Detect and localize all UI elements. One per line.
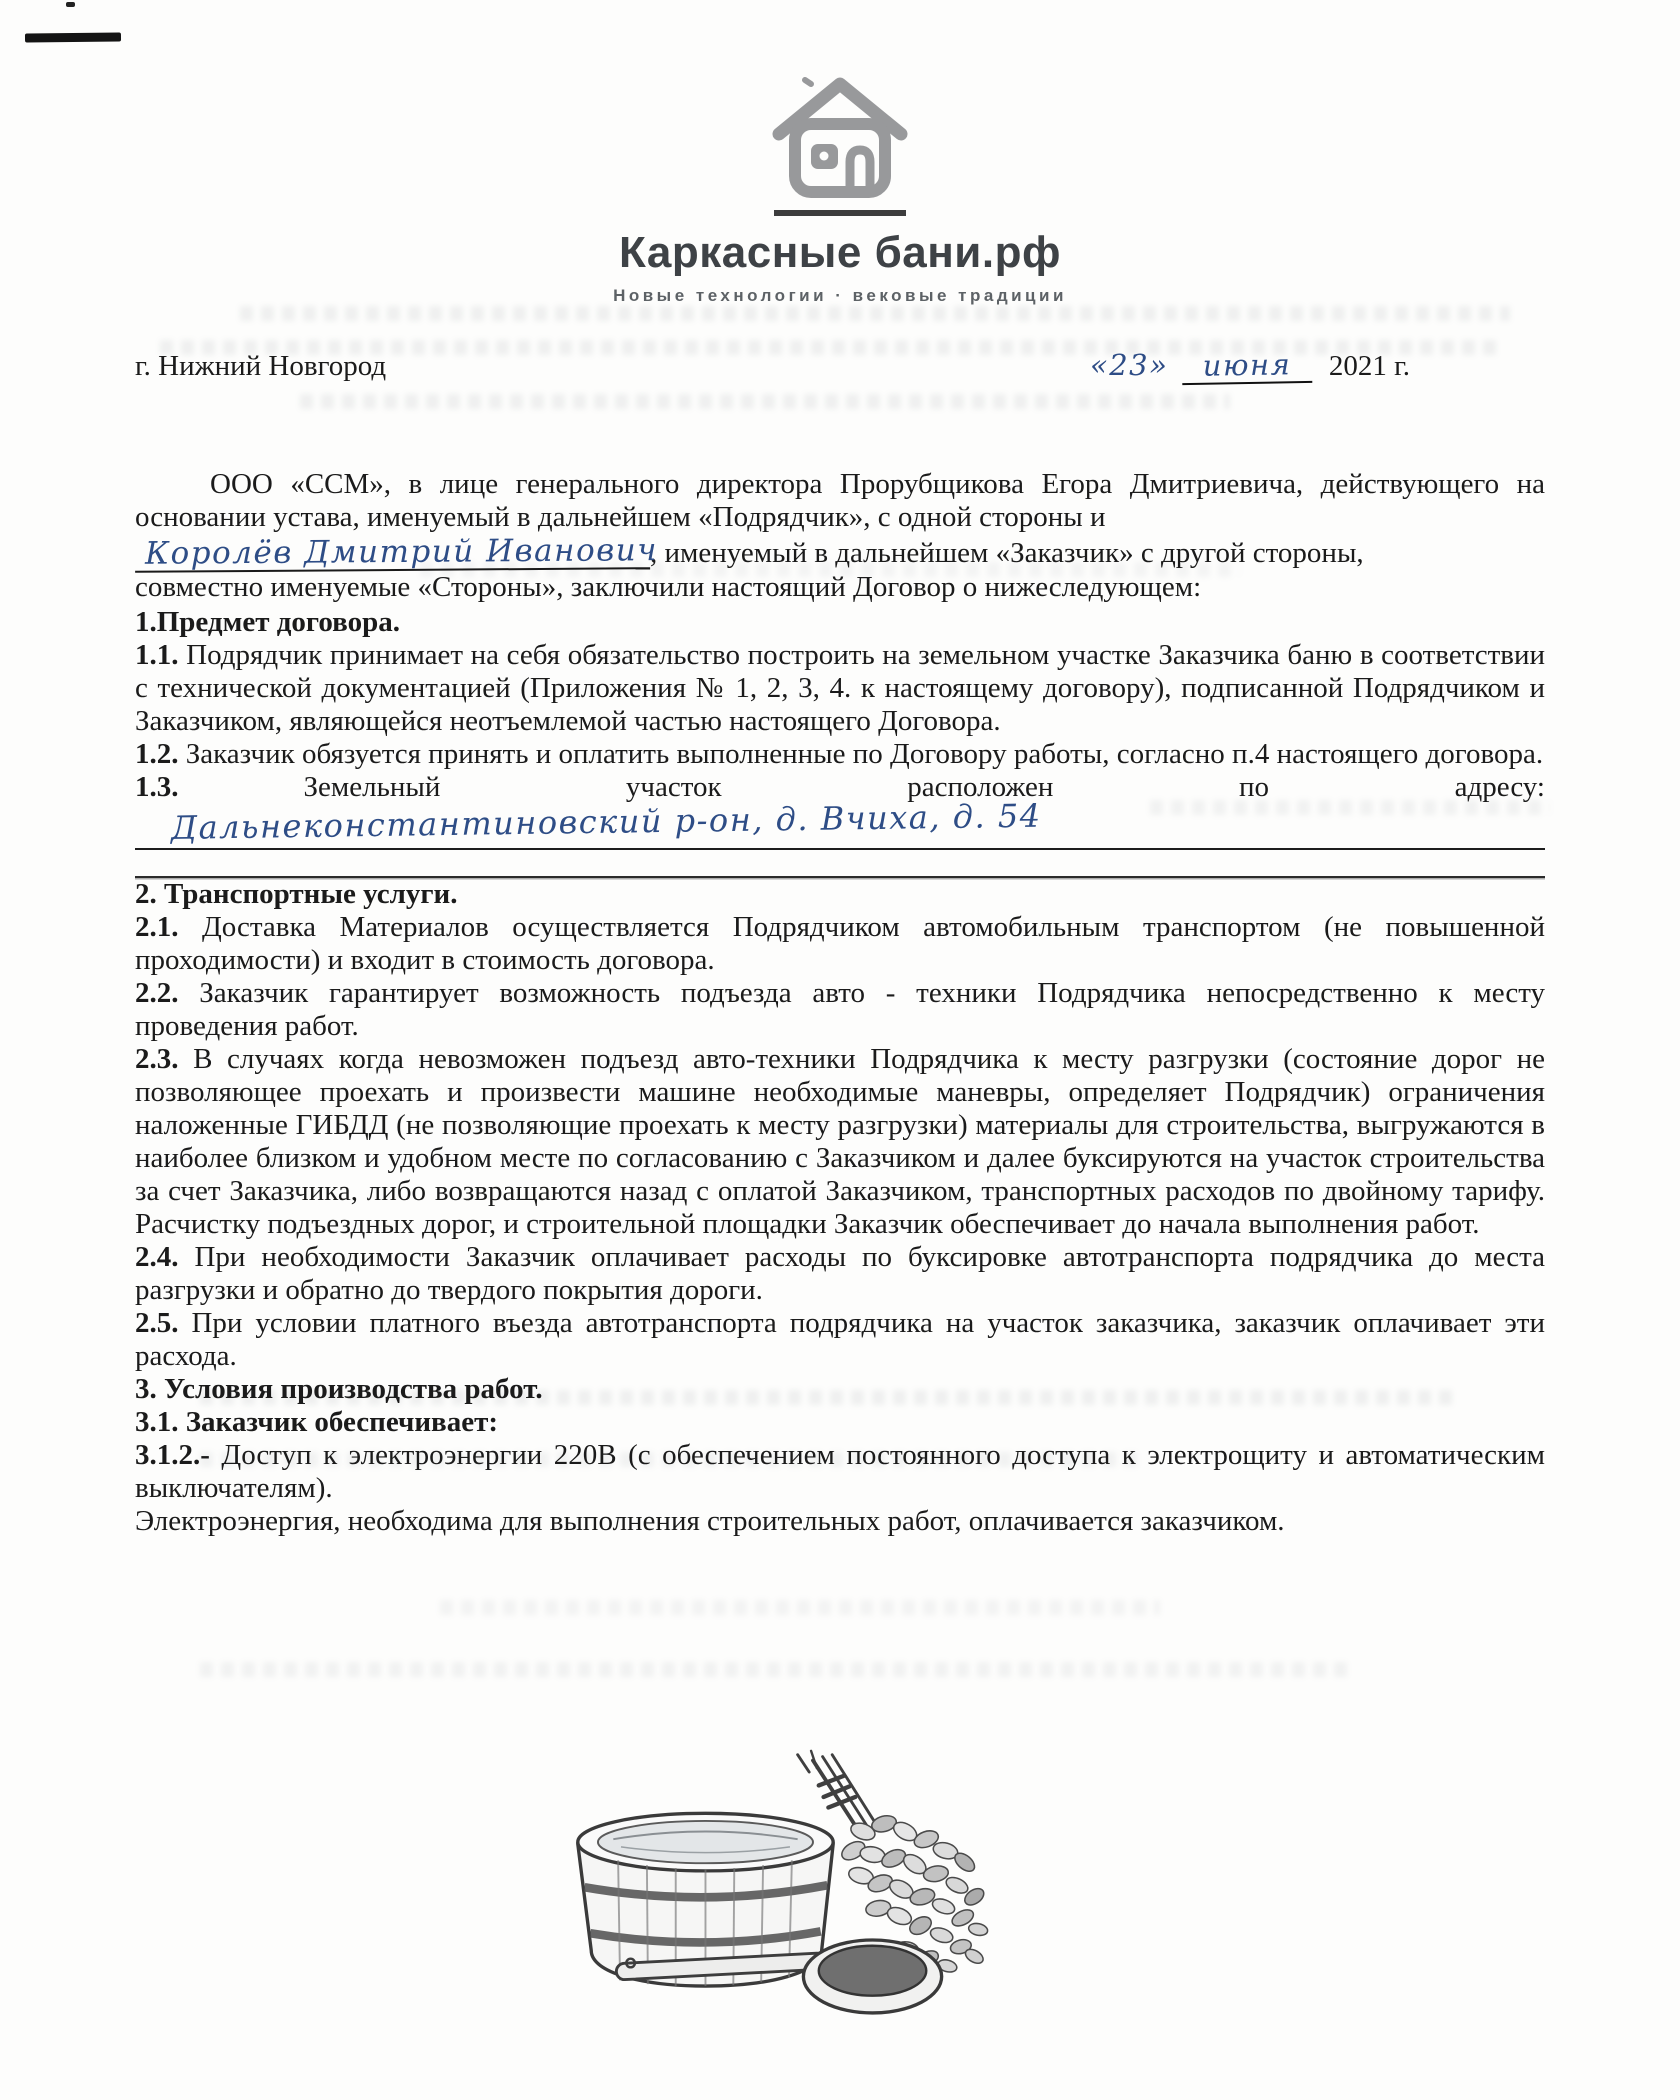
clause-3-1-title: 3.1. Заказчик обеспечивает: (135, 1406, 498, 1438)
clause-3-1-2 (135, 1439, 1545, 1505)
date-year: 2021 г. (1328, 350, 1410, 382)
preamble-p3: совместно именуемые «Стороны», заключили настоящий Договор о нижеследующем: (135, 571, 1202, 603)
handwritten-customer-name: Королёв Дмитрий Иванович (135, 532, 650, 573)
handwritten-month: июня (1181, 347, 1312, 385)
clause-2-5 (135, 1307, 1545, 1373)
section3-title: 3. Условия производства работ. (135, 1373, 543, 1405)
logo-underline (774, 210, 906, 216)
logo-door (850, 150, 870, 186)
customer-name-row (135, 534, 1545, 571)
clause-text: Заказчик обязуется принять и оплатить выполненные по Договору работы, согласно п.4 настоящего договора. (185, 738, 1544, 770)
scan-mark-dot (66, 2, 75, 7)
clause-text: В случаях когда невозможен подъезд авто-техники Подрядчика к месту разгрузки (состояние дорог не позволяющее проехать и произвести машине необходимые маневры, определяет Подрядчик) ограничения наложенные ГИБДД (не позволяющие проехать к месту разгрузки) материалы для строительства, выгружаются в наиболее близком и удобном месте по согласованию с Заказчиком и далее буксируются на участок строительства за счет Заказчика, либо возвращаются назад с оплатой Заказчиком, транспортных расходов по двойному тарифу. Расчистку подъездных дорог, и строительной площадки Заказчик обеспечивает до начала выполнения работ. (135, 1043, 1545, 1240)
letterhead (0, 70, 1680, 306)
clause-number: 1.3. (135, 771, 179, 803)
handwritten-address: Дальнеконстантиновский р-он, д. Вчиха, д. 54 (170, 796, 1042, 847)
scan-mark-dash (25, 32, 121, 42)
clause-number: 1.1. (135, 639, 179, 671)
clause-2-1 (135, 911, 1545, 977)
clause-1-1 (135, 639, 1545, 738)
clause-1-2 (135, 738, 1545, 771)
section2-title: 2. Транспортные услуги. (135, 878, 458, 910)
sauna-bucket-illustration (525, 1742, 1005, 2042)
house-logo-icon (765, 70, 915, 202)
clause-number: 3.1.2.- (135, 1439, 210, 1471)
bleed-through-text (240, 306, 1510, 321)
clause-number: 2.2. (135, 977, 179, 1009)
preamble (135, 468, 1545, 604)
clause-number: 2.3. (135, 1043, 179, 1075)
clause-text: Доступ к электроэнергии 220В (с обеспечением постоянного доступа к электрощиту и автоматическим выключателям). (135, 1439, 1546, 1504)
clause-2-2 (135, 977, 1545, 1043)
preamble-p1: ООО «ССМ», в лице генерального директора Прорубщикова Егора Дмитриевича, действующего на основании устава, именуемый в дальнейшем «Подрядчик», с одной стороны и (135, 468, 1545, 533)
clause-2-3 (135, 1043, 1545, 1241)
handwritten-day: «23» (1089, 348, 1169, 382)
brand-tagline: Новые технологии · вековые традиции (613, 286, 1067, 305)
section1-title: 1.Предмет договора. (135, 606, 400, 638)
clause-2-4 (135, 1241, 1545, 1307)
address-fill-line (135, 796, 1545, 850)
clause-text: При условии платного въезда автотранспорта подрядчика на участок заказчика, заказчик оплачивает эти расхода. (135, 1307, 1546, 1372)
clause-number: 2.4. (135, 1241, 179, 1273)
clause-text: При необходимости Заказчик оплачивает расходы по буксировке автотранспорта подрядчика до места разгрузки и обратно до твердого покрытия дороги. (135, 1241, 1545, 1306)
clause-number: 2.5. (135, 1307, 179, 1339)
contract-body (135, 606, 1545, 1538)
bleed-through-text (440, 1600, 1160, 1615)
clause-text: Подрядчик принимает на себя обязательство построить на земельном участке Заказчика баню в соответствии с технической документацией (Приложения № 1, 2, 3, 4. к настоящему договору), подписанной Подрядчиком и Заказчиком, являющейся неотъемлемой частью настоящего Договора. (135, 639, 1546, 737)
city-date-row (135, 348, 1410, 384)
preamble-after-name: , именуемый в дальнейшем «Заказчик» с другой стороны, (650, 537, 1364, 569)
brand-name: Каркасные бани.рф (619, 228, 1061, 277)
bleed-through-text (200, 1662, 1350, 1677)
clause-number: 1.2. (135, 738, 179, 770)
clause-number: 2.1. (135, 911, 179, 943)
clause-text: Доставка Материалов осуществляется Подрядчиком автомобильным транспортом (не повышенной проходимости) и входит в стоимость договора. (135, 911, 1545, 976)
clause-1-3-words: Земельный участок расположен по адресу: (303, 771, 1545, 803)
clause-text: Заказчик гарантирует возможность подъезда авто - техники Подрядчика непосредственно к месту проведения работ. (135, 977, 1546, 1042)
contract-date (1090, 348, 1410, 384)
electricity-note: Электроэнергия, необходима для выполнения строительных работ, оплачивается заказчиком. (135, 1505, 1285, 1537)
city-label: г. Нижний Новгород (135, 350, 387, 382)
bleed-through-text (300, 394, 1230, 409)
